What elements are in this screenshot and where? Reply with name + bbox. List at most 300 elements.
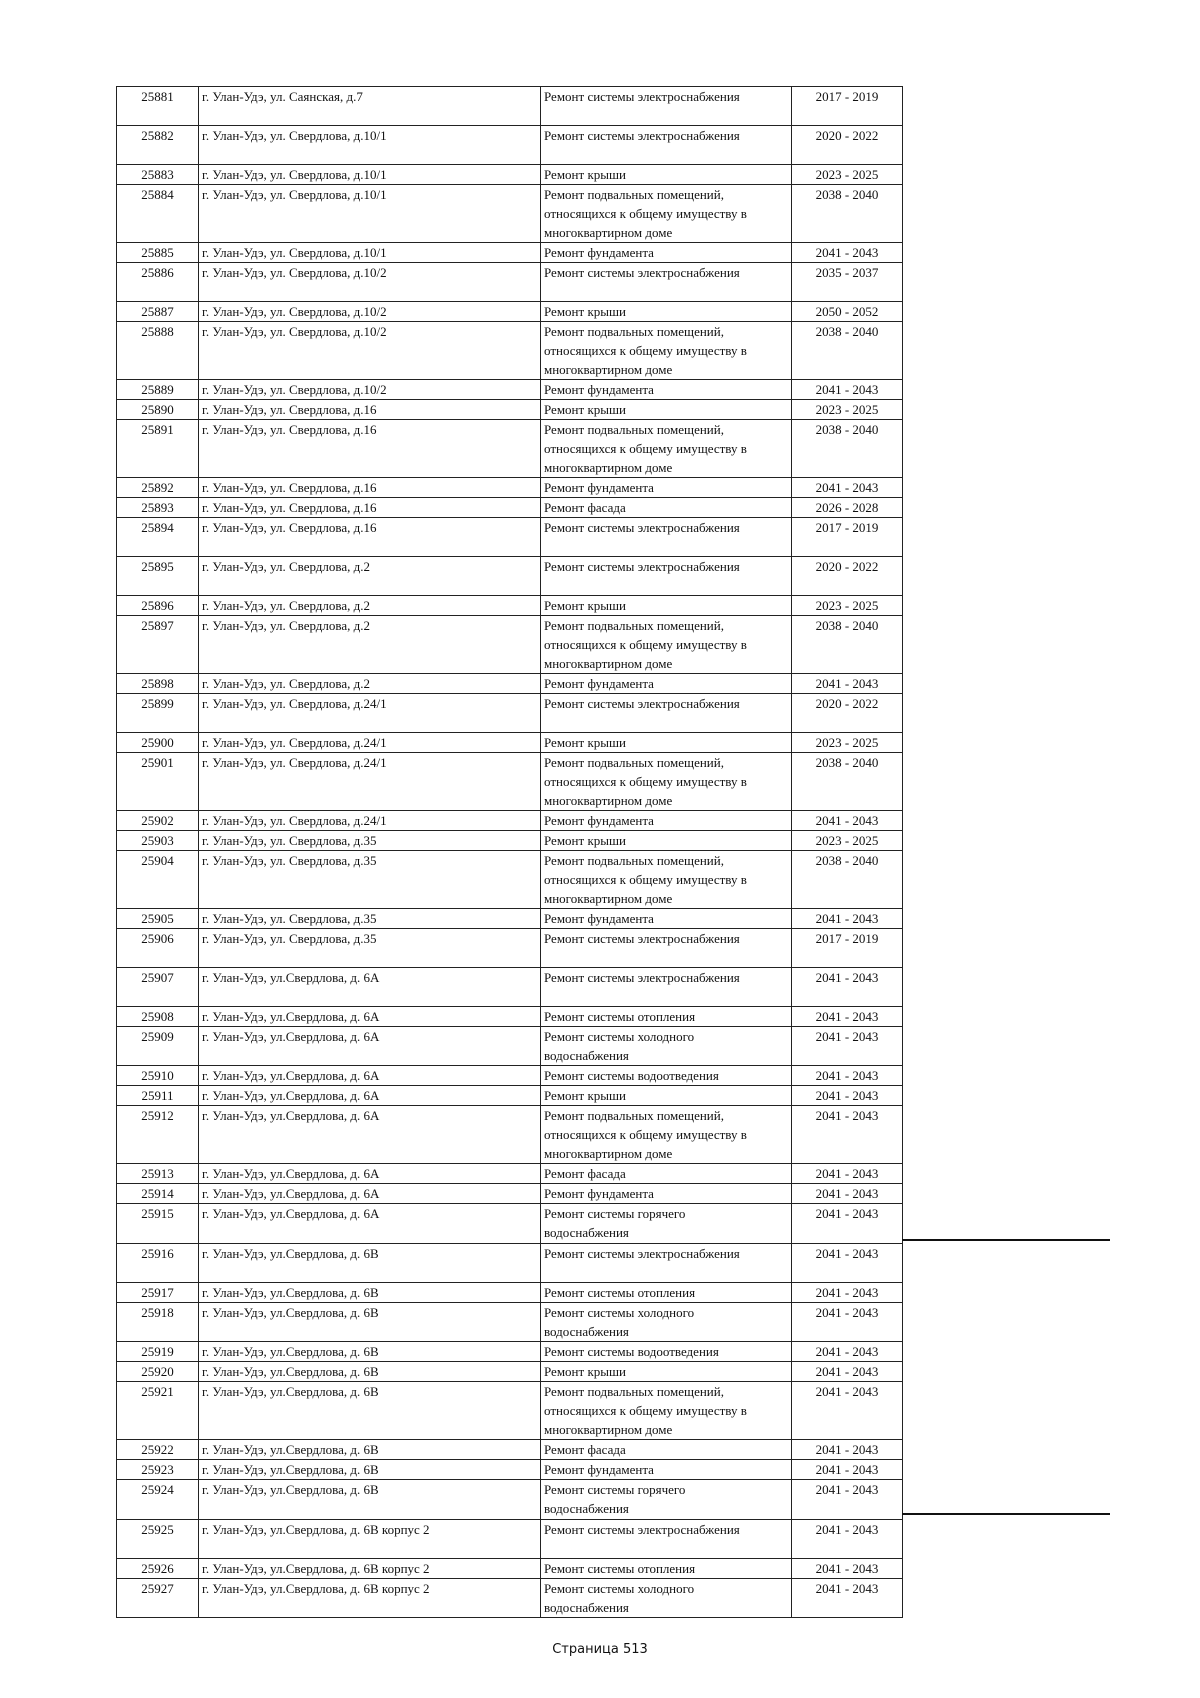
period-cell: 2041 - 2043: [792, 909, 903, 929]
table-row: [117, 87, 903, 126]
table-row: [117, 929, 903, 968]
period-cell: 2041 - 2043: [792, 1520, 903, 1559]
work-type-cell: [541, 557, 792, 596]
work-type-line: относящихся к общему имуществу в: [544, 1403, 747, 1418]
period-cell: 2041 - 2043: [792, 380, 903, 400]
period-cell: 2035 - 2037: [792, 263, 903, 302]
table-row: [117, 263, 903, 302]
work-type-line: Ремонт подвальных помещений,: [544, 422, 724, 437]
table-row: [117, 851, 903, 909]
address-cell: г. Улан-Удэ, ул.Свердлова, д. 6А: [199, 1066, 541, 1086]
period-cell: 2041 - 2043: [792, 1342, 903, 1362]
table-row: [117, 1559, 903, 1579]
work-type-cell: [541, 909, 792, 929]
period-cell: 2020 - 2022: [792, 694, 903, 733]
record-number-cell: 25890: [117, 400, 199, 420]
address-cell: г. Улан-Удэ, ул. Свердлова, д.24/1: [199, 694, 541, 733]
table-row: [117, 1066, 903, 1086]
table-row: [117, 968, 903, 1007]
record-number-cell: 25920: [117, 1362, 199, 1382]
table-row: [117, 1244, 903, 1283]
work-type-line: Ремонт крыши: [544, 304, 626, 319]
work-type-line: Ремонт фундамента: [544, 382, 654, 397]
table-row: [117, 1440, 903, 1460]
period-cell: 2041 - 2043: [792, 243, 903, 263]
record-number-cell: 25919: [117, 1342, 199, 1362]
work-type-line: Ремонт системы холодного: [544, 1581, 695, 1596]
table-row: [117, 831, 903, 851]
work-type-line: Ремонт крыши: [544, 1088, 626, 1103]
work-type-line: Ремонт фундамента: [544, 1462, 654, 1477]
address-cell: г. Улан-Удэ, ул. Свердлова, д.16: [199, 478, 541, 498]
work-type-cell: [541, 322, 792, 380]
work-type-line: Ремонт системы электроснабжения: [544, 128, 740, 143]
work-type-cell: [541, 694, 792, 733]
work-type-cell: [541, 400, 792, 420]
work-type-cell: [541, 1106, 792, 1164]
table-row: [117, 1086, 903, 1106]
address-cell: г. Улан-Удэ, ул.Свердлова, д. 6В: [199, 1244, 541, 1283]
period-cell: 2041 - 2043: [792, 1480, 903, 1520]
address-cell: г. Улан-Удэ, ул. Свердлова, д.10/1: [199, 243, 541, 263]
period-cell: 2023 - 2025: [792, 596, 903, 616]
period-cell: 2041 - 2043: [792, 1382, 903, 1440]
work-type-line: Ремонт крыши: [544, 167, 626, 182]
work-type-cell: [541, 87, 792, 126]
work-type-line: Ремонт подвальных помещений,: [544, 324, 724, 339]
address-cell: г. Улан-Удэ, ул.Свердлова, д. 6А: [199, 1027, 541, 1066]
period-cell: 2041 - 2043: [792, 478, 903, 498]
address-cell: г. Улан-Удэ, ул. Свердлова, д.16: [199, 498, 541, 518]
work-type-line: многоквартирном доме: [544, 656, 673, 671]
work-type-cell: [541, 831, 792, 851]
work-type-cell: [541, 1382, 792, 1440]
period-cell: 2041 - 2043: [792, 1027, 903, 1066]
address-cell: г. Улан-Удэ, ул. Свердлова, д.2: [199, 674, 541, 694]
table-row: [117, 753, 903, 811]
record-number-cell: 25904: [117, 851, 199, 909]
work-type-line: многоквартирном доме: [544, 225, 673, 240]
work-type-cell: [541, 1027, 792, 1066]
work-type-line: водоснабжения: [544, 1600, 629, 1615]
work-type-line: Ремонт системы электроснабжения: [544, 265, 740, 280]
period-cell: 2023 - 2025: [792, 400, 903, 420]
work-type-cell: [541, 616, 792, 674]
table-row: [117, 518, 903, 557]
address-cell: г. Улан-Удэ, ул.Свердлова, д. 6В: [199, 1283, 541, 1303]
work-type-line: Ремонт системы отопления: [544, 1009, 696, 1024]
record-number-cell: 25908: [117, 1007, 199, 1027]
table-row: [117, 1382, 903, 1440]
address-cell: г. Улан-Удэ, ул. Свердлова, д.24/1: [199, 733, 541, 753]
address-cell: г. Улан-Удэ, ул. Свердлова, д.10/2: [199, 322, 541, 380]
work-type-cell: [541, 126, 792, 165]
record-number-cell: 25923: [117, 1460, 199, 1480]
work-type-cell: [541, 1460, 792, 1480]
work-type-line: Ремонт подвальных помещений,: [544, 1384, 724, 1399]
table-row: [117, 1164, 903, 1184]
table-row: [117, 1362, 903, 1382]
work-type-cell: [541, 1244, 792, 1283]
work-type-cell: [541, 1362, 792, 1382]
address-cell: г. Улан-Удэ, ул.Свердлова, д. 6В: [199, 1382, 541, 1440]
work-type-line: Ремонт системы электроснабжения: [544, 970, 740, 985]
record-number-cell: 25914: [117, 1184, 199, 1204]
table-row: [117, 909, 903, 929]
work-type-line: Ремонт фасада: [544, 1442, 626, 1457]
period-cell: 2041 - 2043: [792, 1303, 903, 1342]
record-number-cell: 25924: [117, 1480, 199, 1520]
period-cell: 2038 - 2040: [792, 322, 903, 380]
period-cell: 2041 - 2043: [792, 1244, 903, 1283]
period-cell: 2041 - 2043: [792, 1066, 903, 1086]
work-type-line: Ремонт системы электроснабжения: [544, 931, 740, 946]
record-number-cell: 25893: [117, 498, 199, 518]
work-type-line: Ремонт системы электроснабжения: [544, 89, 740, 104]
work-type-cell: [541, 1520, 792, 1559]
period-cell: 2041 - 2043: [792, 1106, 903, 1164]
record-number-cell: 25897: [117, 616, 199, 674]
address-cell: г. Улан-Удэ, ул. Свердлова, д.10/1: [199, 126, 541, 165]
record-number-cell: 25921: [117, 1382, 199, 1440]
work-type-line: Ремонт подвальных помещений,: [544, 187, 724, 202]
work-type-cell: [541, 478, 792, 498]
work-type-line: Ремонт фундамента: [544, 480, 654, 495]
work-type-cell: [541, 596, 792, 616]
address-cell: г. Улан-Удэ, ул. Свердлова, д.10/1: [199, 185, 541, 243]
record-number-cell: 25886: [117, 263, 199, 302]
work-type-line: водоснабжения: [544, 1048, 629, 1063]
table-row: [117, 165, 903, 185]
record-number-cell: 25898: [117, 674, 199, 694]
table-row: [117, 1106, 903, 1164]
period-cell: 2041 - 2043: [792, 1559, 903, 1579]
record-number-cell: 25883: [117, 165, 199, 185]
work-type-cell: [541, 1164, 792, 1184]
address-cell: г. Улан-Удэ, ул. Свердлова, д.35: [199, 909, 541, 929]
record-number-cell: 25892: [117, 478, 199, 498]
period-cell: 2026 - 2028: [792, 498, 903, 518]
period-cell: 2038 - 2040: [792, 185, 903, 243]
work-type-line: относящихся к общему имуществу в: [544, 872, 747, 887]
work-type-line: Ремонт подвальных помещений,: [544, 1108, 724, 1123]
work-type-cell: [541, 498, 792, 518]
period-cell: 2023 - 2025: [792, 165, 903, 185]
table-row: [117, 1184, 903, 1204]
work-type-cell: [541, 1579, 792, 1618]
address-cell: г. Улан-Удэ, ул. Свердлова, д.24/1: [199, 753, 541, 811]
address-cell: г. Улан-Удэ, ул.Свердлова, д. 6А: [199, 1164, 541, 1184]
table-row: [117, 1480, 903, 1520]
address-cell: г. Улан-Удэ, ул.Свердлова, д. 6А: [199, 968, 541, 1007]
period-cell: 2041 - 2043: [792, 1362, 903, 1382]
address-cell: г. Улан-Удэ, ул.Свердлова, д. 6А: [199, 1184, 541, 1204]
work-type-line: многоквартирном доме: [544, 362, 673, 377]
table-row: [117, 126, 903, 165]
work-type-line: Ремонт подвальных помещений,: [544, 618, 724, 633]
record-number-cell: 25910: [117, 1066, 199, 1086]
work-type-cell: [541, 1066, 792, 1086]
period-cell: 2038 - 2040: [792, 420, 903, 478]
work-type-line: Ремонт системы холодного: [544, 1029, 695, 1044]
table-row: [117, 674, 903, 694]
record-number-cell: 25888: [117, 322, 199, 380]
work-type-line: Ремонт системы отопления: [544, 1561, 696, 1576]
work-type-line: Ремонт подвальных помещений,: [544, 755, 724, 770]
table-row: [117, 322, 903, 380]
period-cell: 2041 - 2043: [792, 1184, 903, 1204]
work-type-line: Ремонт системы горячего: [544, 1206, 686, 1221]
address-cell: г. Улан-Удэ, ул. Свердлова, д.2: [199, 596, 541, 616]
work-type-cell: [541, 674, 792, 694]
period-cell: 2041 - 2043: [792, 674, 903, 694]
page-number: Страница 513: [552, 1642, 648, 1657]
address-cell: г. Улан-Удэ, ул. Свердлова, д.2: [199, 557, 541, 596]
address-cell: г. Улан-Удэ, ул.Свердлова, д. 6В: [199, 1362, 541, 1382]
table-row: [117, 811, 903, 831]
address-cell: г. Улан-Удэ, ул. Свердлова, д.10/1: [199, 165, 541, 185]
record-number-cell: 25889: [117, 380, 199, 400]
table-row: [117, 420, 903, 478]
record-number-cell: 25901: [117, 753, 199, 811]
work-type-cell: [541, 929, 792, 968]
work-type-cell: [541, 1440, 792, 1460]
record-number-cell: 25902: [117, 811, 199, 831]
record-number-cell: 25911: [117, 1086, 199, 1106]
work-type-line: Ремонт крыши: [544, 402, 626, 417]
work-type-line: относящихся к общему имуществу в: [544, 206, 747, 221]
table-row: [117, 380, 903, 400]
address-cell: г. Улан-Удэ, ул.Свердлова, д. 6А: [199, 1086, 541, 1106]
address-cell: г. Улан-Удэ, ул. Свердлова, д.16: [199, 518, 541, 557]
table-row: [117, 1283, 903, 1303]
address-cell: г. Улан-Удэ, ул.Свердлова, д. 6В: [199, 1303, 541, 1342]
work-type-cell: [541, 1184, 792, 1204]
margin-divider-line: [902, 1239, 1110, 1241]
address-cell: г. Улан-Удэ, ул. Свердлова, д.2: [199, 616, 541, 674]
table-row: [117, 694, 903, 733]
work-type-cell: [541, 263, 792, 302]
work-type-cell: [541, 243, 792, 263]
work-type-line: Ремонт системы электроснабжения: [544, 1522, 740, 1537]
work-type-line: относящихся к общему имуществу в: [544, 343, 747, 358]
address-cell: г. Улан-Удэ, ул. Свердлова, д.16: [199, 420, 541, 478]
period-cell: 2041 - 2043: [792, 1007, 903, 1027]
work-type-line: Ремонт фундамента: [544, 1186, 654, 1201]
address-cell: г. Улан-Удэ, ул. Свердлова, д.24/1: [199, 811, 541, 831]
work-type-line: Ремонт системы электроснабжения: [544, 696, 740, 711]
table-row: [117, 243, 903, 263]
work-type-cell: [541, 811, 792, 831]
address-cell: г. Улан-Удэ, ул. Свердлова, д.35: [199, 831, 541, 851]
work-type-line: многоквартирном доме: [544, 793, 673, 808]
work-type-line: Ремонт крыши: [544, 1364, 626, 1379]
work-type-line: Ремонт фундамента: [544, 245, 654, 260]
record-number-cell: 25925: [117, 1520, 199, 1559]
work-type-cell: [541, 1342, 792, 1362]
table-row: [117, 1579, 903, 1618]
address-cell: г. Улан-Удэ, ул.Свердлова, д. 6В: [199, 1342, 541, 1362]
work-type-line: Ремонт фасада: [544, 500, 626, 515]
work-type-line: Ремонт системы электроснабжения: [544, 1246, 740, 1261]
address-cell: г. Улан-Удэ, ул. Свердлова, д.10/2: [199, 380, 541, 400]
work-type-line: Ремонт крыши: [544, 833, 626, 848]
work-type-line: многоквартирном доме: [544, 1146, 673, 1161]
address-cell: г. Улан-Удэ, ул. Саянская, д.7: [199, 87, 541, 126]
record-number-cell: 25916: [117, 1244, 199, 1283]
record-number-cell: 25895: [117, 557, 199, 596]
work-type-cell: [541, 165, 792, 185]
work-type-cell: [541, 733, 792, 753]
record-number-cell: 25926: [117, 1559, 199, 1579]
table-row: [117, 1007, 903, 1027]
record-number-cell: 25907: [117, 968, 199, 1007]
work-type-cell: [541, 1480, 792, 1520]
work-type-cell: [541, 380, 792, 400]
address-cell: г. Улан-Удэ, ул.Свердлова, д. 6В корпус 2: [199, 1520, 541, 1559]
period-cell: 2041 - 2043: [792, 811, 903, 831]
work-type-line: водоснабжения: [544, 1324, 629, 1339]
address-cell: г. Улан-Удэ, ул.Свердлова, д. 6А: [199, 1007, 541, 1027]
address-cell: г. Улан-Удэ, ул.Свердлова, д. 6А: [199, 1204, 541, 1244]
work-type-line: Ремонт системы водоотведения: [544, 1068, 719, 1083]
work-type-line: многоквартирном доме: [544, 460, 673, 475]
address-cell: г. Улан-Удэ, ул. Свердлова, д.35: [199, 851, 541, 909]
table-row: [117, 185, 903, 243]
margin-divider-line: [902, 1513, 1110, 1515]
repair-schedule-table: [116, 86, 903, 1618]
period-cell: 2023 - 2025: [792, 733, 903, 753]
table-row: [117, 1460, 903, 1480]
record-number-cell: 25894: [117, 518, 199, 557]
table-row: [117, 1520, 903, 1559]
address-cell: г. Улан-Удэ, ул.Свердлова, д. 6А: [199, 1106, 541, 1164]
period-cell: 2041 - 2043: [792, 1283, 903, 1303]
work-type-line: Ремонт фундамента: [544, 911, 654, 926]
table-row: [117, 1204, 903, 1244]
work-type-cell: [541, 1283, 792, 1303]
work-type-line: Ремонт системы горячего: [544, 1482, 686, 1497]
table-row: [117, 733, 903, 753]
table-row: [117, 1303, 903, 1342]
work-type-cell: [541, 420, 792, 478]
period-cell: 2050 - 2052: [792, 302, 903, 322]
record-number-cell: 25896: [117, 596, 199, 616]
period-cell: 2041 - 2043: [792, 1579, 903, 1618]
record-number-cell: 25881: [117, 87, 199, 126]
work-type-line: относящихся к общему имуществу в: [544, 441, 747, 456]
record-number-cell: 25887: [117, 302, 199, 322]
record-number-cell: 25905: [117, 909, 199, 929]
address-cell: г. Улан-Удэ, ул.Свердлова, д. 6В: [199, 1480, 541, 1520]
record-number-cell: 25922: [117, 1440, 199, 1460]
work-type-line: Ремонт системы холодного: [544, 1305, 695, 1320]
period-cell: 2020 - 2022: [792, 126, 903, 165]
period-cell: 2017 - 2019: [792, 518, 903, 557]
work-type-line: Ремонт крыши: [544, 598, 626, 613]
table-row: [117, 596, 903, 616]
work-type-cell: [541, 1204, 792, 1244]
address-cell: г. Улан-Удэ, ул. Свердлова, д.16: [199, 400, 541, 420]
period-cell: 2041 - 2043: [792, 1086, 903, 1106]
record-number-cell: 25899: [117, 694, 199, 733]
work-type-line: Ремонт системы электроснабжения: [544, 559, 740, 574]
work-type-line: Ремонт фундамента: [544, 813, 654, 828]
period-cell: 2041 - 2043: [792, 1460, 903, 1480]
record-number-cell: 25927: [117, 1579, 199, 1618]
work-type-line: водоснабжения: [544, 1225, 629, 1240]
work-type-line: Ремонт фундамента: [544, 676, 654, 691]
work-type-cell: [541, 1086, 792, 1106]
table-body: [117, 87, 903, 1618]
period-cell: 2017 - 2019: [792, 87, 903, 126]
period-cell: 2041 - 2043: [792, 1440, 903, 1460]
record-number-cell: 25918: [117, 1303, 199, 1342]
record-number-cell: 25884: [117, 185, 199, 243]
table-row: [117, 498, 903, 518]
period-cell: 2038 - 2040: [792, 753, 903, 811]
work-type-line: относящихся к общему имуществу в: [544, 774, 747, 789]
record-number-cell: 25903: [117, 831, 199, 851]
address-cell: г. Улан-Удэ, ул.Свердлова, д. 6В: [199, 1460, 541, 1480]
work-type-line: Ремонт системы отопления: [544, 1285, 696, 1300]
address-cell: г. Улан-Удэ, ул.Свердлова, д. 6В корпус 2: [199, 1579, 541, 1618]
work-type-cell: [541, 1007, 792, 1027]
work-type-line: Ремонт системы водоотведения: [544, 1344, 719, 1359]
record-number-cell: 25885: [117, 243, 199, 263]
period-cell: 2023 - 2025: [792, 831, 903, 851]
period-cell: 2038 - 2040: [792, 616, 903, 674]
table-row: [117, 557, 903, 596]
period-cell: 2041 - 2043: [792, 968, 903, 1007]
work-type-line: Ремонт системы электроснабжения: [544, 520, 740, 535]
work-type-cell: [541, 518, 792, 557]
work-type-cell: [541, 185, 792, 243]
table-row: [117, 302, 903, 322]
record-number-cell: 25912: [117, 1106, 199, 1164]
record-number-cell: 25882: [117, 126, 199, 165]
address-cell: г. Улан-Удэ, ул. Свердлова, д.10/2: [199, 302, 541, 322]
work-type-line: Ремонт подвальных помещений,: [544, 853, 724, 868]
table-row: [117, 1342, 903, 1362]
period-cell: 2041 - 2043: [792, 1164, 903, 1184]
record-number-cell: 25915: [117, 1204, 199, 1244]
table-row: [117, 1027, 903, 1066]
work-type-cell: [541, 753, 792, 811]
work-type-cell: [541, 1303, 792, 1342]
work-type-line: относящихся к общему имуществу в: [544, 637, 747, 652]
record-number-cell: 25913: [117, 1164, 199, 1184]
work-type-line: относящихся к общему имуществу в: [544, 1127, 747, 1142]
period-cell: 2041 - 2043: [792, 1204, 903, 1244]
table-row: [117, 616, 903, 674]
work-type-line: многоквартирном доме: [544, 891, 673, 906]
period-cell: 2020 - 2022: [792, 557, 903, 596]
work-type-line: водоснабжения: [544, 1501, 629, 1516]
work-type-line: Ремонт крыши: [544, 735, 626, 750]
table-row: [117, 400, 903, 420]
record-number-cell: 25900: [117, 733, 199, 753]
work-type-line: многоквартирном доме: [544, 1422, 673, 1437]
address-cell: г. Улан-Удэ, ул.Свердлова, д. 6В: [199, 1440, 541, 1460]
work-type-line: Ремонт фасада: [544, 1166, 626, 1181]
record-number-cell: 25909: [117, 1027, 199, 1066]
record-number-cell: 25891: [117, 420, 199, 478]
record-number-cell: 25906: [117, 929, 199, 968]
record-number-cell: 25917: [117, 1283, 199, 1303]
work-type-cell: [541, 1559, 792, 1579]
address-cell: г. Улан-Удэ, ул. Свердлова, д.10/2: [199, 263, 541, 302]
